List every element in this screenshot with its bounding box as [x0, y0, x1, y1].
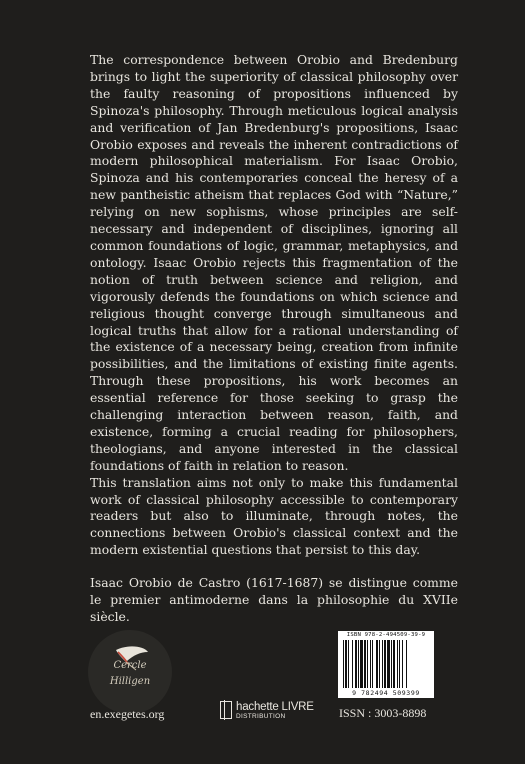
logo-line-1: Cercle	[113, 660, 147, 671]
distributor-sub: DISTRIBUTION	[236, 713, 286, 720]
isbn-label: ISBN 978-2-494509-39-9	[346, 632, 426, 638]
barcode-digits: 9 782494 509399	[352, 689, 420, 697]
back-cover-text	[90, 52, 458, 626]
hachette-icon	[220, 701, 232, 719]
website-link[interactable]: en.exegetes.org	[90, 707, 165, 721]
barcode	[338, 631, 434, 698]
barcode-bars	[343, 640, 429, 688]
author-note: Isaac Orobio de Castro (1617-1687) se distingue comme le premier antimoderne dans la philosophie du XVIIe siècle.	[90, 575, 458, 624]
logo-line-2: Hilligen	[109, 676, 151, 687]
quill-icon	[88, 630, 172, 714]
distributor-name: hachette LIVRE	[236, 701, 314, 713]
issn-number: ISSN : 3003-8898	[339, 706, 427, 720]
paragraph-correspondence: The correspondence between Orobio and Bredenburg brings to light the superiority of classical philosophy over the faulty reasoning of propositions influenced by Spinoza's philosophy. Through meticulous logical analysis and verification of Jan Bredenburg's propositions, Isaac Orobio exposes and reveals the inherent contradictions of modern philosophical materialism. For Isaac Orobio, Spinoza and his contemporaries conceal the heresy of a new pantheistic atheism that replaces God with “Nature,” relying on new sophisms, whose principles are self-necessary and independent of disciplines, ignoring all common foundations of logic, grammar, metaphysics, and ontology. Isaac Orobio rejects this fragmentation of the notion of truth between science and religion, and vigorously defends the foundations on which science and religious thought converge through simultaneous and logical truths that allow for a rational understanding of the existence of a necessary being, creation from infinite possibilities, and the limitations of existing finite agents. Through these propositions, his work becomes an essential reference for those seeking to grasp the challenging interaction between reason, faith, and existence, forming a crucial reading for philosophers, theologians, and anyone interested in the classical foundations of faith in relation to reason.	[90, 52, 458, 473]
paragraph-translation: This translation aims not only to make this fundamental work of classical philosophy accessible to contemporary readers but also to illuminate, through notes, the connections between Orobio's classical context and the modern existential questions that persist to this day.	[90, 474, 458, 558]
distributor-logo	[220, 701, 330, 723]
